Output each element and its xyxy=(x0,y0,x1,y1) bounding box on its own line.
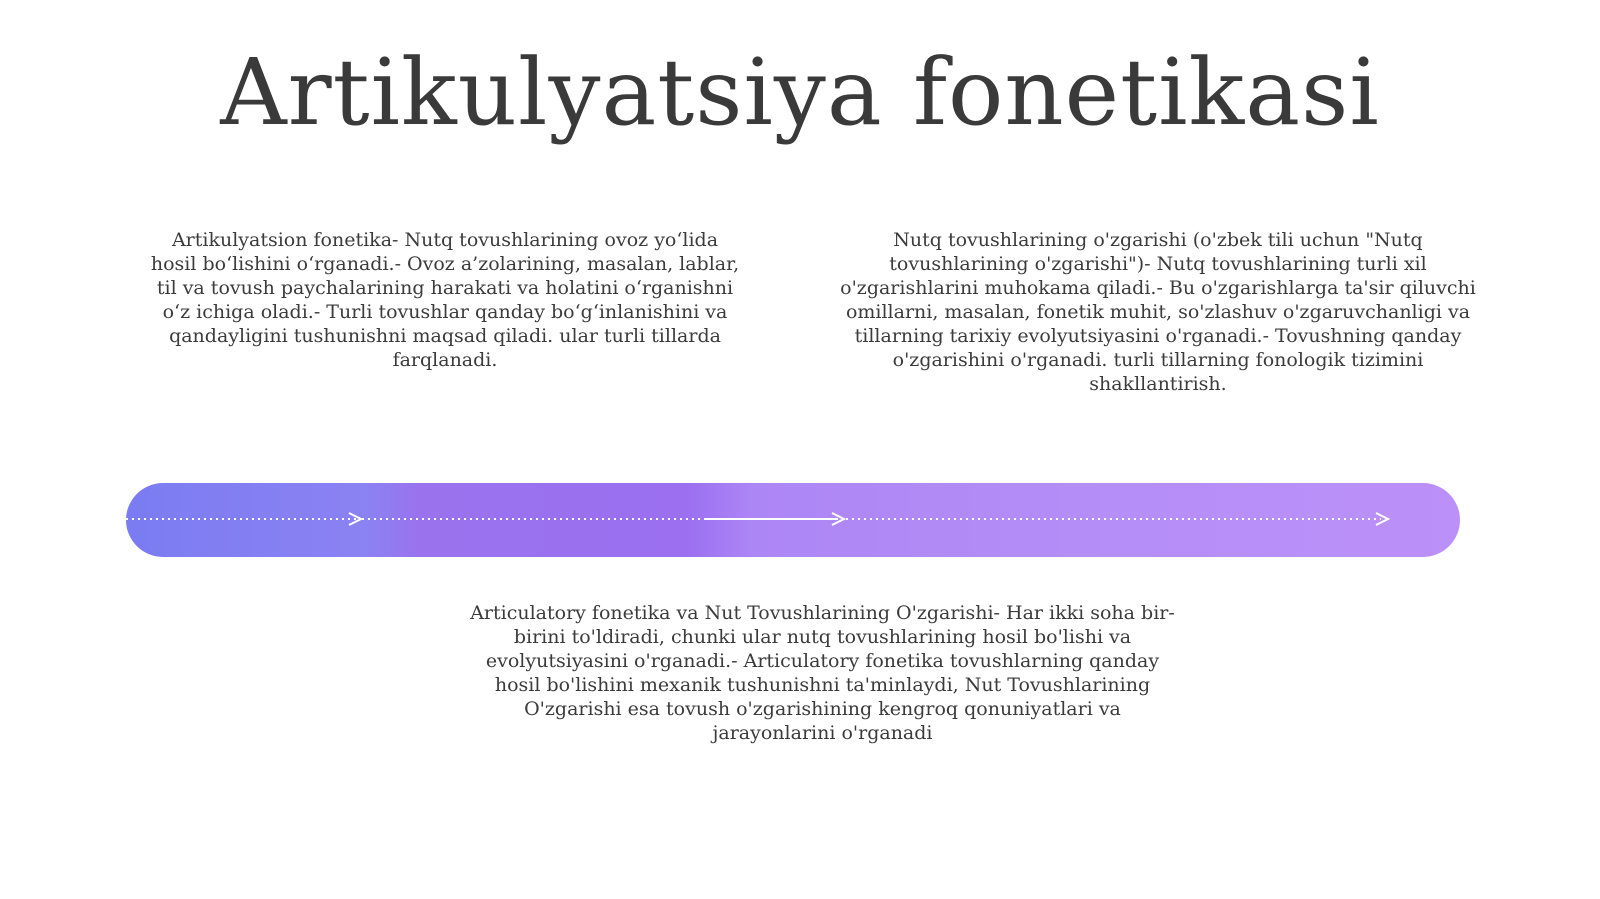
left-text-block: Artikulyatsion fonetika- Nutq tovushlarining ovoz yo‘lida hosil bo‘lishini o‘rganadi.- Ovoz a’zolarining, masalan, lablar, til va tovush paychalarining harakati va holatini o‘rganishni o‘z ichiga oladi.- Turli tovushlar qanday bo‘g‘inlanishini va qandayligini tushunishni maqsad qiladi. ular turli tillarda farqlanadi. xyxy=(150,229,740,371)
timeline-track xyxy=(126,483,1460,557)
timeline-arrows xyxy=(126,483,1460,557)
bottom-text-block: Articulatory fonetika va Nut Tovushlarining O'zgarishi- Har ikki soha bir-birini to'ldiradi, chunki ular nutq tovushlarining hosil bo'lishi va evolyutsiyasini o'rganadi.- Articulatory fonetika tovushlarning qanday hosil bo'lishini mexanik tushunishni ta'minlaydi, Nut Tovushlarining O'zgarishi esa tovush o'zgarishining kengroq qonuniyatlari va jarayonlarini o'rganadi xyxy=(470,602,1175,744)
right-text-block: Nutq tovushlarining o'zgarishi (o'zbek tili uchun "Nutq tovushlarining o'zgarishi")- Nutq tovushlarining turli xil o'zgarishlarini muhokama qiladi.- Bu o'zgarishlarga ta'sir qiluvchi omillarni, masalan, fonetik muhit, so'zlashuv o'zgaruvchanligi va tillarning tarixiy evolyutsiyasini o'rganadi.- Tovushning qanday o'zgarishini o'rganadi. turli tillarning fonologik tizimini shakllantirish. xyxy=(840,229,1476,395)
arrow-head-3-icon xyxy=(1376,513,1388,525)
slide-title: Artikulyatsiya fonetikasi xyxy=(220,39,1380,146)
